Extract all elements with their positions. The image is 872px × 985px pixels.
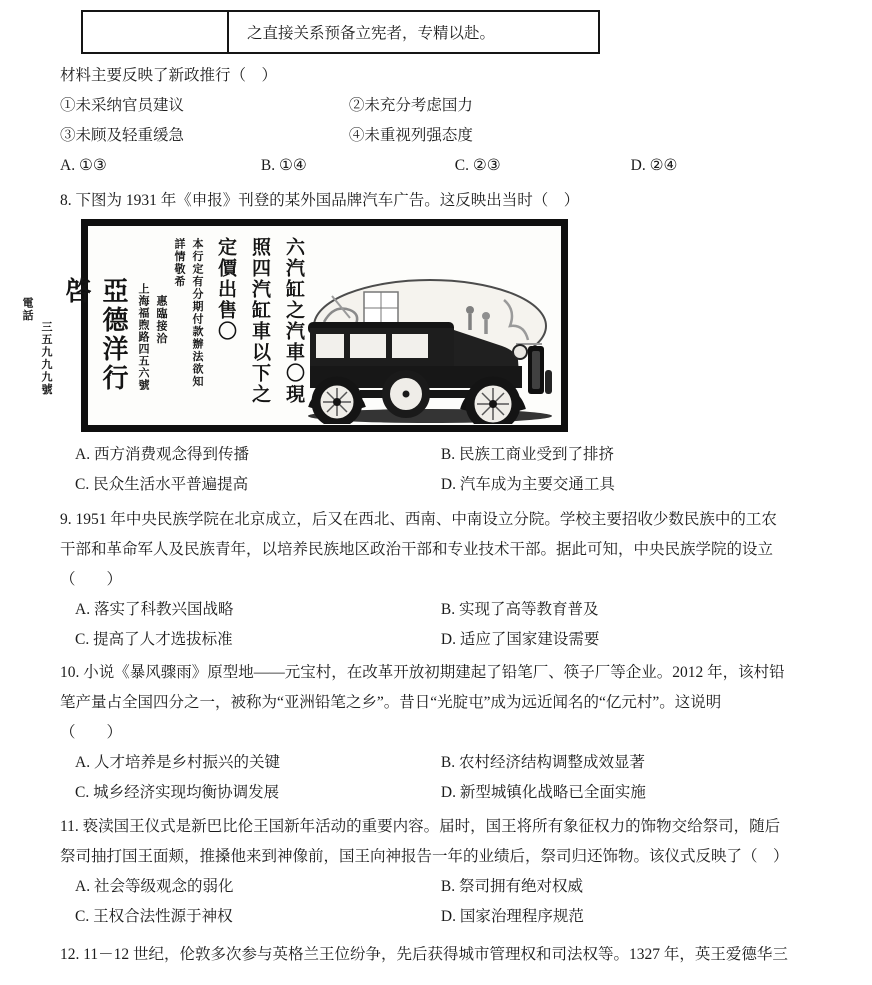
q11-stem-line-2: 祭司抽打国王面颊，推搡他来到神像前，国王向神报告一年的业绩后，祭司归还饰物。该仪式反映了（ ）	[60, 848, 789, 865]
q10-choice-d: D. 新型城镇化战略已全面实施	[440, 784, 646, 801]
q11-choices-row-1	[60, 872, 812, 902]
q9-stem-line-3: （ ）	[60, 571, 123, 588]
q10-stem-line-3: （ ）	[60, 724, 123, 741]
q10-stem-line-1: 10. 小说《暴风骤雨》原型地——元宝村，在改革开放初期建起了铅笔厂、筷子厂等企业。2012 年，该村铅	[60, 664, 785, 681]
ad-phone-label: 電話	[21, 297, 33, 322]
q8-choices-row-2	[60, 470, 812, 500]
q10-stem-line-2: 笔产量占全国四分之一，被称为“亚洲铅笔之乡”。昔日“光腚屯”成为远近闻名的“亿元村”。这说明	[60, 694, 722, 711]
ad-vertical-text	[21, 233, 307, 418]
q10-choices-row-2	[60, 778, 812, 808]
ad-note-col-1: 本行定有分期付款辦法欲知	[191, 238, 203, 388]
car-advertisement	[21, 219, 568, 432]
q10-choice-b: B. 农村经济结构调整成效显著	[440, 754, 645, 771]
q7-items-row-2	[60, 121, 812, 151]
q7-choice-c: C. ②③	[454, 157, 501, 174]
q7-stem: 材料主要反映了新政推行（ ）	[60, 67, 278, 84]
q11-choice-c: C. 王权合法性源于神权	[75, 908, 233, 925]
source-table-right-cell	[229, 12, 598, 52]
q9-choices-row-1	[60, 595, 812, 625]
ad-address: 上海福煦路四五六號	[137, 283, 149, 391]
q9-choices-row-2	[60, 625, 812, 655]
q11-choice-b: B. 祭司拥有绝对权威	[440, 878, 583, 895]
source-table-left-cell	[83, 12, 229, 52]
q8-choice-c: C. 民众生活水平普遍提高	[75, 476, 249, 493]
q11-choices-row-2	[60, 902, 812, 932]
ad-note-col-3: 惠臨接洽	[155, 295, 167, 345]
ad-slogan-col-2: 照四汽缸車以下之	[249, 237, 270, 405]
q8-choice-d: D. 汽车成为主要交通工具	[440, 476, 615, 493]
ad-slogan-col-1: 六汽缸之汽車〇現	[283, 237, 304, 405]
q10-choice-c: C. 城乡经济实现均衡协调发展	[75, 784, 280, 801]
q7-choice-d: D. ②④	[630, 157, 678, 174]
q8-choices-row-1	[60, 440, 812, 470]
q8-choice-b: B. 民族工商业受到了排挤	[440, 446, 614, 463]
ad-slogan-col-3: 定價出售〇	[215, 237, 236, 342]
q9-choice-d: D. 适应了国家建设需要	[440, 631, 600, 648]
q7-choice-a: A. ①③	[60, 157, 107, 174]
q7-items-row-1	[60, 91, 812, 121]
q7-choice-b: B. ①④	[260, 157, 307, 174]
q11-choice-d: D. 国家治理程序规范	[440, 908, 584, 925]
q9-stem-line-2: 干部和革命军人及民族青年，以培养民族地区政治干部和专业技术干部。据此可知，中央民族学院的设立	[60, 541, 774, 558]
q11-stem-line-1: 11. 亵渎国王仪式是新巴比伦王国新年活动的重要内容。届时，国王将所有象征权力的饰物交给祭司，随后	[60, 818, 781, 835]
ad-note-col-2: 詳情敬希	[173, 238, 185, 288]
ad-phone-number: 三五九九九號	[40, 321, 52, 396]
q7-choices-row	[60, 151, 812, 181]
q7-item-2: ②未充分考虑国力	[348, 97, 473, 114]
q9-choice-b: B. 实现了高等教育普及	[440, 601, 599, 618]
q10-choices-row-1	[60, 748, 812, 778]
q7-item-3: ③未顾及轻重缓急	[60, 127, 185, 144]
q10-choice-a: A. 人才培养是乡村振兴的关键	[75, 754, 280, 771]
source-table	[81, 10, 600, 54]
q9-choice-c: C. 提高了人才选拔标准	[75, 631, 233, 648]
ad-firm-name: 亞德洋行啓	[62, 277, 128, 393]
q9-stem-line-1: 9. 1951 年中央民族学院在北京成立，后又在西北、西南、中南设立分院。学校主要招收少数民族中的工农	[60, 511, 777, 528]
q9-choice-a: A. 落实了科教兴国战略	[75, 601, 234, 618]
q12-stem-line-1: 12. 11－12 世纪，伦敦多次参与英格兰王位纷争，先后获得城市管理权和司法权等。1327 年，英王爱德华三	[60, 946, 788, 963]
source-excerpt-text: 之直接关系预备立宪者，专精以赴。	[247, 25, 496, 42]
q8-stem: 8. 下图为 1931 年《申报》刊登的某外国品牌汽车广告。这反映出当时（ ）	[60, 192, 580, 209]
q7-item-4: ④未重视列强态度	[348, 127, 473, 144]
q11-choice-a: A. 社会等级观念的弱化	[75, 878, 234, 895]
q8-choice-a: A. 西方消费观念得到传播	[75, 446, 249, 463]
vintage-car-illustration	[302, 226, 558, 424]
q7-item-1: ①未采纳官员建议	[60, 97, 185, 114]
